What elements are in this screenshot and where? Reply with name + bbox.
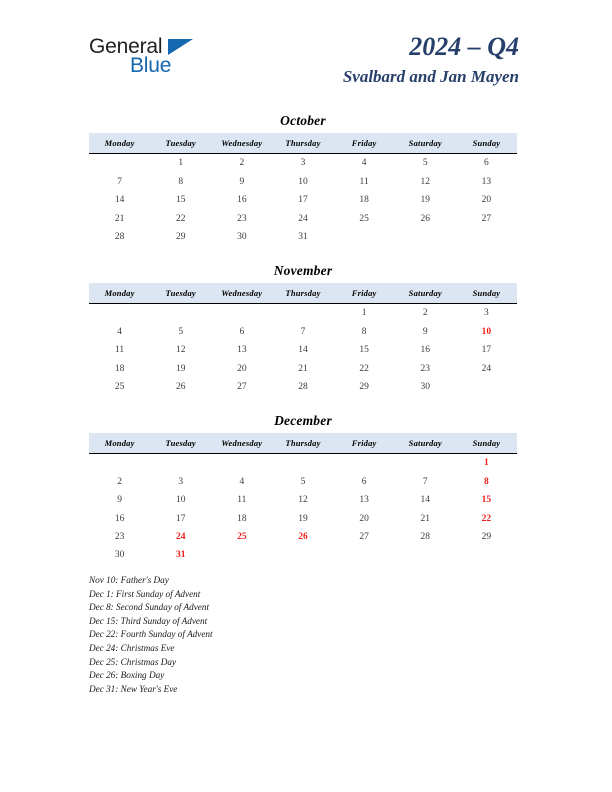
- calendar-day-holiday[interactable]: 26: [298, 531, 308, 542]
- calendar-day[interactable]: 25: [359, 213, 369, 224]
- weekday-header: Sunday: [456, 283, 517, 304]
- calendar-day[interactable]: 16: [420, 345, 431, 356]
- calendar-day-empty: [211, 546, 272, 564]
- calendar-week-row: [89, 228, 517, 246]
- calendar-day-empty: [395, 454, 456, 473]
- calendar-day[interactable]: 9: [117, 495, 122, 506]
- calendar-body: [89, 454, 517, 565]
- calendar-day[interactable]: 19: [298, 513, 308, 524]
- calendar-day[interactable]: 23: [237, 213, 247, 224]
- holiday-legend-list: [89, 574, 519, 696]
- calendar-day[interactable]: 11: [237, 495, 247, 506]
- logo-text-general: General: [89, 35, 163, 58]
- calendar-day[interactable]: 2: [239, 158, 245, 169]
- calendar-day-empty: [150, 454, 211, 473]
- weekday-header: Sunday: [456, 433, 517, 454]
- calendar-table: [89, 133, 517, 246]
- weekday-header: Thursday: [272, 283, 333, 304]
- calendar-day[interactable]: 3: [300, 158, 306, 169]
- calendar-day[interactable]: 16: [114, 513, 125, 524]
- calendar-day-empty: [272, 304, 333, 323]
- calendar-day[interactable]: 7: [117, 176, 122, 187]
- holiday-list-item: Dec 8: Second Sunday of Advent: [89, 602, 209, 613]
- calendar-week-row: [89, 191, 517, 209]
- calendar-day[interactable]: 27: [237, 381, 247, 392]
- weekday-header: Saturday: [395, 133, 456, 154]
- calendar-day[interactable]: 20: [237, 363, 247, 374]
- month-title: October: [280, 113, 326, 128]
- calendar-day[interactable]: 10: [175, 495, 186, 506]
- calendar-day[interactable]: 13: [237, 345, 247, 356]
- calendar-day[interactable]: 11: [114, 345, 125, 356]
- calendar-day-empty: [456, 546, 517, 564]
- weekday-header: Tuesday: [150, 433, 211, 454]
- calendar-day[interactable]: 29: [481, 531, 492, 542]
- month-title: November: [273, 263, 333, 278]
- calendar-week-row: [89, 154, 517, 173]
- holiday-list-item: Dec 22: Fourth Sunday of Advent: [89, 629, 213, 640]
- calendar-day[interactable]: 24: [481, 363, 492, 374]
- calendar-day[interactable]: 21: [420, 513, 431, 524]
- calendar-header-row: [89, 133, 517, 154]
- calendar-day[interactable]: 12: [420, 176, 431, 187]
- calendar-day[interactable]: 19: [420, 195, 431, 206]
- calendar-day[interactable]: 27: [481, 213, 492, 224]
- calendar-day[interactable]: 17: [481, 345, 492, 356]
- calendar-day[interactable]: 21: [114, 213, 125, 224]
- calendar-day[interactable]: 14: [298, 345, 308, 356]
- calendar-day[interactable]: 20: [359, 513, 369, 524]
- calendar-day-empty: [334, 454, 395, 473]
- calendar-day[interactable]: 7: [422, 476, 428, 487]
- calendar-week-row: [89, 454, 517, 473]
- calendar-table: [89, 433, 517, 564]
- calendar-week-row: [89, 491, 517, 509]
- calendar-day[interactable]: 5: [178, 326, 184, 337]
- weekday-header-row: [89, 133, 517, 154]
- holiday-list-item: Dec 26: Boxing Day: [89, 670, 165, 681]
- calendar-day-holiday[interactable]: 8: [484, 476, 489, 487]
- calendar-day[interactable]: 30: [237, 231, 247, 242]
- calendar-day[interactable]: 26: [420, 213, 431, 224]
- calendar-week-row: [89, 209, 517, 227]
- calendar-day[interactable]: 2: [117, 476, 122, 487]
- calendar-day[interactable]: 20: [481, 195, 492, 206]
- calendar-day-empty: [456, 228, 517, 246]
- weekday-header: Thursday: [272, 133, 333, 154]
- weekday-header: Monday: [89, 133, 150, 154]
- calendar-day[interactable]: 4: [361, 158, 367, 169]
- calendar-day-holiday[interactable]: 24: [175, 531, 186, 542]
- calendar-header-row: [89, 433, 517, 454]
- calendar-day[interactable]: 17: [298, 195, 308, 206]
- month-title: December: [274, 413, 332, 428]
- calendar-day[interactable]: 13: [481, 176, 492, 187]
- calendar-day[interactable]: 7: [300, 326, 306, 337]
- calendar-day[interactable]: 19: [175, 363, 186, 374]
- holiday-list-item: Dec 31: New Year's Eve: [89, 683, 178, 694]
- calendar-day[interactable]: 29: [175, 231, 186, 242]
- calendar-day-empty: [89, 304, 150, 323]
- logo-text-blue: Blue: [130, 54, 172, 77]
- calendar-day[interactable]: 3: [178, 476, 184, 487]
- holiday-list-item: Dec 15: Third Sunday of Advent: [89, 615, 208, 626]
- calendar-day[interactable]: 18: [237, 513, 247, 524]
- calendar-day[interactable]: 30: [420, 381, 431, 392]
- calendar-day-empty: [272, 546, 333, 564]
- calendar-week-row: [89, 341, 517, 359]
- calendar-day[interactable]: 12: [175, 345, 186, 356]
- calendar-day-holiday[interactable]: 22: [481, 513, 492, 524]
- calendar-day[interactable]: 24: [298, 213, 308, 224]
- calendar-day[interactable]: 18: [114, 363, 125, 374]
- calendar-day-empty: [395, 546, 456, 564]
- page-title: 2024 – Q4: [409, 32, 519, 61]
- holiday-list-item: Nov 10: Father's Day: [89, 575, 169, 585]
- calendar-body: [89, 304, 517, 396]
- calendar-day[interactable]: 30: [114, 550, 125, 561]
- calendar-week-row: [89, 359, 517, 377]
- page-subtitle: Svalbard and Jan Mayen: [342, 66, 519, 86]
- weekday-header: Thursday: [272, 433, 333, 454]
- calendar-day[interactable]: 4: [239, 476, 245, 487]
- calendar-day-empty: [211, 304, 272, 323]
- calendar-day[interactable]: 15: [359, 345, 369, 356]
- calendar-day[interactable]: 14: [420, 495, 431, 506]
- calendar-day-empty: [211, 454, 272, 473]
- weekday-header: Wednesday: [211, 433, 272, 454]
- calendar-day[interactable]: 18: [359, 195, 369, 206]
- calendar-day[interactable]: 10: [298, 176, 308, 187]
- calendar-day[interactable]: 22: [175, 213, 186, 224]
- calendar-day[interactable]: 13: [359, 495, 369, 506]
- calendar-day[interactable]: 1: [361, 308, 367, 319]
- calendar-week-row: [89, 473, 517, 491]
- holiday-list-item: Dec 1: First Sunday of Advent: [89, 588, 201, 599]
- calendar-day[interactable]: 5: [300, 476, 306, 487]
- general-blue-logo: [89, 36, 249, 84]
- calendar-day[interactable]: 28: [114, 231, 125, 242]
- weekday-header: Monday: [89, 433, 150, 454]
- calendar-day[interactable]: 25: [114, 381, 125, 392]
- calendar-day-holiday[interactable]: 15: [481, 495, 492, 506]
- logo-triangle-icon: [168, 39, 193, 55]
- calendar-day[interactable]: 8: [361, 326, 367, 337]
- page-header: [0, 32, 612, 102]
- calendar-week-row: [89, 323, 517, 341]
- calendar-day-empty: [89, 454, 150, 473]
- calendar-day[interactable]: 14: [114, 195, 125, 206]
- calendar-day-empty: [456, 378, 517, 396]
- weekday-header: Sunday: [456, 133, 517, 154]
- calendar-day[interactable]: 29: [359, 381, 369, 392]
- calendar-day[interactable]: 23: [420, 363, 431, 374]
- weekday-header: Wednesday: [211, 283, 272, 304]
- month-section-december: [89, 413, 517, 564]
- calendar-day-empty: [334, 546, 395, 564]
- calendar-week-row: [89, 378, 517, 396]
- calendar-day-empty: [89, 154, 150, 173]
- calendar-table: [89, 283, 517, 396]
- calendar-day-holiday[interactable]: 31: [175, 550, 186, 561]
- calendar-day[interactable]: 26: [175, 381, 186, 392]
- weekday-header: Monday: [89, 283, 150, 304]
- calendar-day[interactable]: 6: [361, 476, 367, 487]
- calendar-day[interactable]: 21: [298, 363, 308, 374]
- weekday-header: Friday: [334, 433, 395, 454]
- calendar-day[interactable]: 9: [239, 176, 245, 187]
- weekday-header: Wednesday: [211, 133, 272, 154]
- calendar-day-empty: [150, 304, 211, 323]
- calendar-day[interactable]: 28: [298, 381, 308, 392]
- calendar-day[interactable]: 15: [175, 195, 186, 206]
- calendar-week-row: [89, 304, 517, 323]
- calendar-day[interactable]: 31: [298, 231, 308, 242]
- calendar-day[interactable]: 4: [117, 326, 122, 337]
- calendar-day[interactable]: 12: [298, 495, 308, 506]
- weekday-header: Saturday: [395, 433, 456, 454]
- calendar-day[interactable]: 6: [239, 326, 245, 337]
- month-section-november: [89, 263, 517, 396]
- weekday-header-row: [89, 433, 517, 454]
- calendar-day[interactable]: 16: [237, 195, 247, 206]
- calendar-day[interactable]: 22: [359, 363, 369, 374]
- calendar-body: [89, 154, 517, 246]
- calendar-day[interactable]: 6: [484, 158, 489, 169]
- weekday-header: Saturday: [395, 283, 456, 304]
- calendar-day[interactable]: 1: [178, 158, 184, 169]
- weekday-header: Tuesday: [150, 133, 211, 154]
- calendar-day[interactable]: 28: [420, 531, 431, 542]
- calendar-day[interactable]: 2: [422, 308, 428, 319]
- calendar-day[interactable]: 5: [422, 158, 428, 169]
- calendar-day-holiday[interactable]: 10: [481, 326, 492, 337]
- calendar-day-holiday[interactable]: 1: [484, 458, 489, 469]
- month-section-october: [89, 113, 517, 246]
- calendar-day[interactable]: 8: [178, 176, 184, 187]
- calendar-week-row: [89, 528, 517, 546]
- weekday-header: Friday: [334, 133, 395, 154]
- calendar-day[interactable]: 17: [175, 513, 186, 524]
- calendar-day[interactable]: 11: [359, 176, 369, 187]
- holiday-list-item: Dec 25: Christmas Day: [89, 656, 177, 667]
- calendar-day[interactable]: 23: [114, 531, 125, 542]
- weekday-header: Tuesday: [150, 283, 211, 304]
- calendar-day-empty: [272, 454, 333, 473]
- calendar-day[interactable]: 3: [484, 308, 489, 319]
- calendar-week-row: [89, 509, 517, 527]
- calendar-week-row: [89, 173, 517, 191]
- weekday-header-row: [89, 283, 517, 304]
- calendar-day[interactable]: 9: [422, 326, 428, 337]
- calendar-day[interactable]: 27: [359, 531, 369, 542]
- calendar-day-holiday[interactable]: 25: [237, 531, 247, 542]
- weekday-header: Friday: [334, 283, 395, 304]
- calendar-header-row: [89, 283, 517, 304]
- calendar-week-row: [89, 546, 517, 564]
- calendar-day-empty: [334, 228, 395, 246]
- calendar-day-empty: [395, 228, 456, 246]
- title-block: [343, 32, 519, 87]
- holiday-list-item: Dec 24: Christmas Eve: [89, 642, 175, 653]
